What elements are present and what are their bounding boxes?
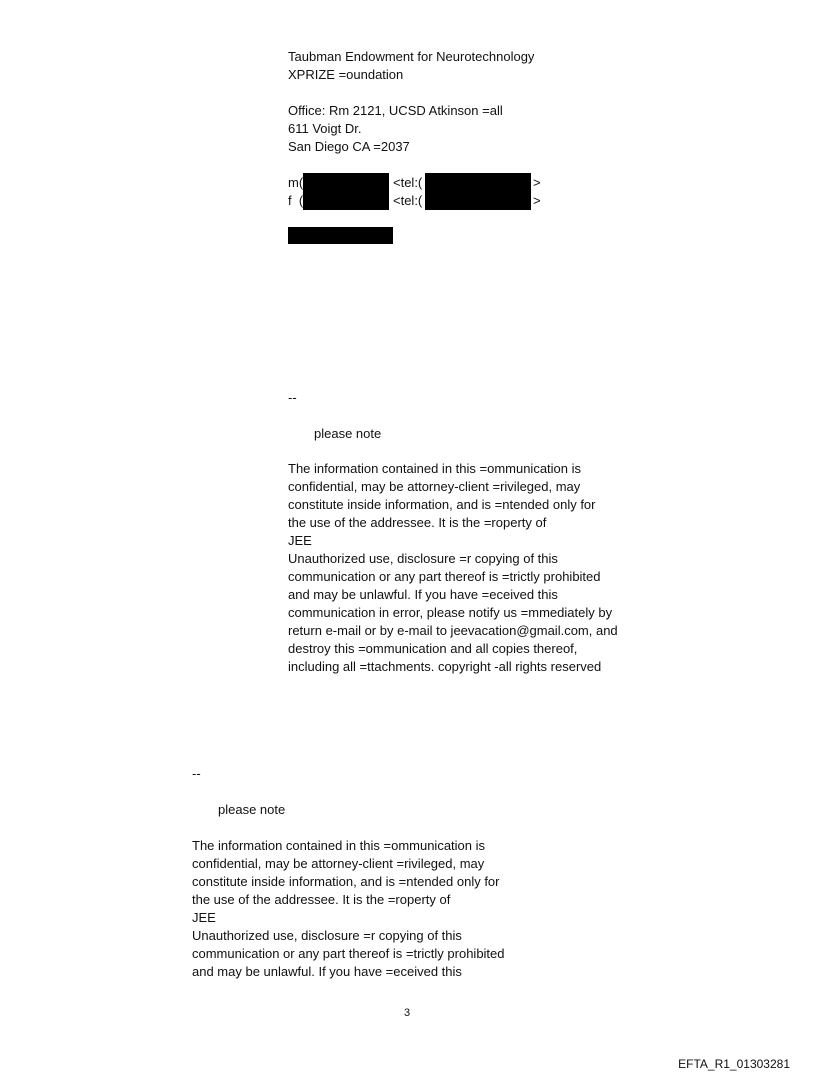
street-address: 611 Voigt Dr. <box>288 121 362 136</box>
city-address: San Diego CA =2037 <box>288 139 410 154</box>
phone-f-close: > <box>533 193 541 208</box>
notice-line: confidential, may be attorney-client =rivileged, may <box>192 856 485 871</box>
notice-line: The information contained in this =ommunication is <box>288 461 582 476</box>
notice-line: JEE <box>192 910 216 925</box>
phone-m-prefix: m( <box>288 175 304 190</box>
phone-f-tel: <tel:( <box>393 193 423 208</box>
notice-line: constitute inside information, and is =ntended only for <box>288 497 596 512</box>
redaction-box <box>288 227 393 244</box>
notice-line: destroy this =ommunication and all copies thereof, <box>288 641 578 656</box>
notice-line: constitute inside information, and is =ntended only for <box>192 874 500 889</box>
notice-line: communication or any part thereof is =trictly prohibited <box>192 946 505 961</box>
redaction-box <box>425 173 531 192</box>
notice-line: JEE <box>288 533 312 548</box>
phone-f-prefix: f ( <box>288 193 304 208</box>
org-foundation: XPRIZE =oundation <box>288 67 404 82</box>
notice-line: the use of the addressee. It is the =roperty of <box>288 515 547 530</box>
phone-m-close: > <box>533 175 541 190</box>
notice-line: communication or any part thereof is =trictly prohibited <box>288 569 601 584</box>
separator: -- <box>288 390 297 405</box>
notice-line: and may be unlawful. If you have =eceived this <box>192 964 462 979</box>
notice-line: communication in error, please notify us =mmediately by <box>288 605 613 620</box>
notice-line: including all =ttachments. copyright -all rights reserved <box>288 659 602 674</box>
notice-line: return e-mail or by e-mail to jeevacation@gmail.com, and <box>288 623 618 638</box>
redaction-box <box>425 191 531 210</box>
phone-m-tel: <tel:( <box>393 175 423 190</box>
notice-line: Unauthorized use, disclosure =r copying of this <box>288 551 558 566</box>
notice-line: confidential, may be attorney-client =rivileged, may <box>288 479 581 494</box>
notice-line: and may be unlawful. If you have =eceived this <box>288 587 558 602</box>
notice-heading: please note <box>314 426 382 441</box>
page-number: 3 <box>404 1007 411 1019</box>
notice-line: The information contained in this =ommunication is <box>192 838 486 853</box>
org-name: Taubman Endowment for Neurotechnology <box>288 49 535 64</box>
notice-heading: please note <box>218 802 286 817</box>
redaction-box <box>303 191 389 210</box>
notice-line: Unauthorized use, disclosure =r copying of this <box>192 928 462 943</box>
office-address: Office: Rm 2121, UCSD Atkinson =all <box>288 103 503 118</box>
redaction-box <box>303 173 389 192</box>
notice-line: the use of the addressee. It is the =roperty of <box>192 892 451 907</box>
separator: -- <box>192 766 201 781</box>
document-id: EFTA_R1_01303281 <box>678 1057 790 1071</box>
